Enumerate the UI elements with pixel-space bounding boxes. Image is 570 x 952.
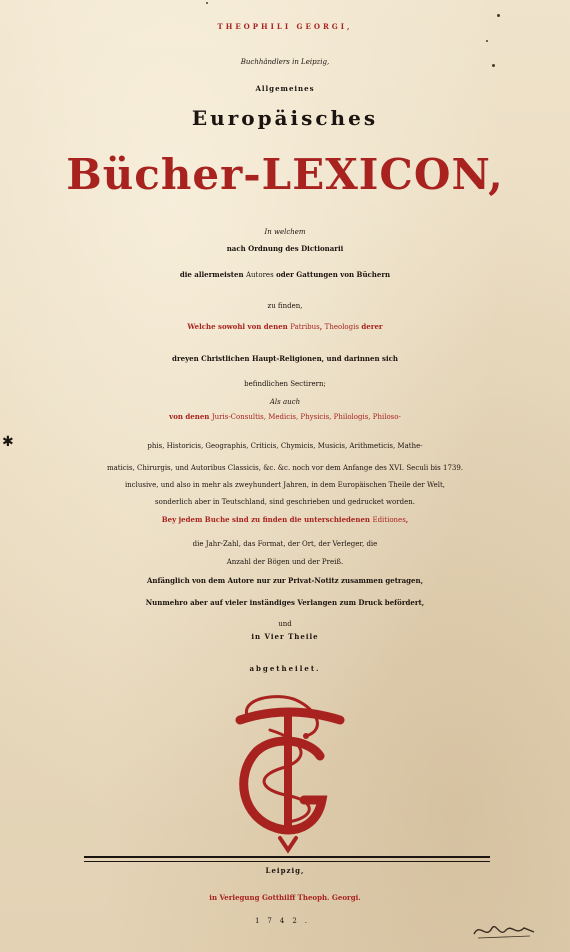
text-dreyen: dreyen Christlichen Haupt-Religionen, und darinnen sich — [172, 354, 398, 363]
imprint-year: 1742. — [254, 917, 316, 925]
text-allermeisten-c: oder Gattungen von Büchern — [273, 270, 391, 279]
text-editiones: Editiones — [372, 516, 406, 524]
text-nach-ordnung: nach Ordnung des Dictionarii — [226, 244, 344, 253]
title-lexicon: LEXICON, — [261, 150, 504, 199]
text-autores: Autores — [245, 271, 274, 279]
text-welche — [0, 322, 570, 331]
paper-speck — [486, 40, 488, 42]
imprint-publisher-b: Gotthilff Theoph. Georgi. — [261, 893, 361, 902]
text-patribus: Patribus — [290, 323, 320, 331]
title-buecher: Bücher- — [66, 150, 262, 199]
text-bey-a: Bey jedem Buche sind zu finden die unterschiedenen — [161, 515, 373, 524]
asterisk-mark-icon: ✱ — [2, 434, 14, 450]
text-theologis: Theologis — [324, 323, 359, 331]
text-zu-finden: zu finden, — [267, 302, 303, 310]
author-heading: THEOPHILI GEORGI, — [217, 22, 353, 31]
text-befindlichen: befindlichen Sectirern; — [244, 380, 326, 388]
text-welche-c: , — [319, 322, 325, 331]
imprint-rule-thin — [84, 861, 490, 862]
serpent-staff-monogram-icon — [218, 690, 358, 855]
text-jahr-zahl: die Jahr-Zahl, das Format, der Ort, der Verleger, die — [192, 540, 378, 548]
title-buecher-lexicon — [0, 150, 570, 199]
text-welche-e: derer — [358, 322, 383, 331]
imprint-publisher-a: in Verlegung — [209, 893, 262, 902]
text-als-auch: Als auch — [269, 398, 301, 406]
text-juris-a: von denen — [169, 412, 212, 421]
text-vier-theile: in Vier Theile — [251, 632, 319, 641]
imprint-city: Leipzig, — [265, 866, 305, 875]
text-sonderlich: sonderlich aber in Teutschland, sind geschrieben und gedrucket worden. — [155, 498, 415, 506]
text-und: und — [278, 620, 292, 628]
text-juris — [0, 412, 570, 421]
text-bey-c: , — [405, 515, 409, 524]
text-maticis: maticis, Chirurgis, und Autoribus Classicis, &c. &c. noch vor dem Anfange des XVI. Seculi bis 1739. — [106, 464, 464, 472]
author-occupation: Buchhändlers in Leipzig, — [240, 58, 330, 66]
text-juris-b: Juris-Consultis, Medicis, Physicis, Philologis, Philoso- — [211, 413, 401, 421]
text-anfaenglich: Anfänglich von dem Autore nur zur Privat-Notitz zusammen getragen, — [146, 576, 424, 585]
title-allgemeines: Allgemeines — [255, 84, 315, 93]
paper-speck — [497, 14, 500, 17]
text-phis: phis, Historicis, Geographis, Criticis, Chymicis, Musicis, Arithmeticis, Mathe- — [147, 442, 423, 450]
title-europaeisches: Europäisches — [191, 106, 379, 130]
paper-speck — [206, 2, 208, 4]
text-inclusive: inclusive, und also in mehr als zweyhundert Jahren, in dem Europäischen Theile der Welt, — [124, 481, 446, 489]
text-welche-a: Welche sowohl von denen — [187, 322, 291, 331]
imprint-publisher — [0, 893, 570, 902]
handwritten-signature-icon — [470, 918, 540, 942]
text-anzahl: Anzahl der Bögen und der Preiß. — [226, 558, 344, 566]
text-nunmehro: Nunmehro aber auf vieler inständiges Verlangen zum Druck befördert, — [145, 598, 425, 607]
text-bey-jedem — [0, 515, 570, 524]
text-in-welchem: In welchem — [264, 228, 306, 236]
paper-speck — [492, 64, 495, 67]
text-allermeisten — [0, 270, 570, 279]
text-allermeisten-a: die allermeisten — [179, 270, 246, 279]
text-abgetheilet: abgetheilet. — [249, 664, 321, 673]
imprint-rule — [84, 856, 490, 858]
